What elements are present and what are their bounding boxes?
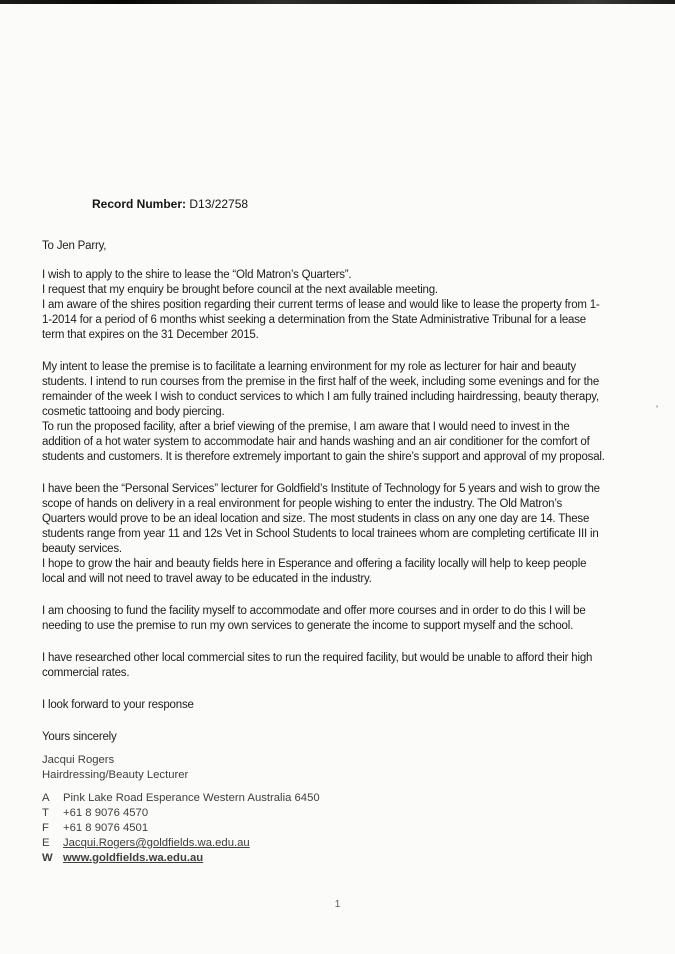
contact-value: +61 8 9076 4570 xyxy=(63,807,149,819)
paragraph xyxy=(42,651,652,681)
paragraph xyxy=(42,604,652,634)
contact-row xyxy=(42,851,320,866)
contact-value: +61 8 9076 4501 xyxy=(63,822,149,834)
contact-block xyxy=(42,791,320,866)
contact-link-text: www.goldfields.wa.edu.au xyxy=(63,852,204,864)
paragraph xyxy=(42,360,652,465)
page-number: 1 xyxy=(334,899,341,910)
scan-artifact-top-band xyxy=(0,0,675,4)
contact-row xyxy=(42,806,320,821)
text-line: addition of a hot water system to accommodate hair and hands washing and an air conditioner for the comfort of xyxy=(42,436,590,448)
paragraph xyxy=(42,698,652,713)
paragraph xyxy=(42,268,652,343)
contact-label: F xyxy=(42,822,49,834)
text-line: commercial rates. xyxy=(42,667,130,679)
text-line: 1-2014 for a period of 6 months whist seeking a determination from the State Administrative Tribunal for a lease xyxy=(42,314,586,326)
contact-label: A xyxy=(42,792,50,804)
paragraph xyxy=(42,730,652,745)
text-line: I look forward to your response xyxy=(42,699,194,711)
contact-row xyxy=(42,821,320,836)
salutation: To Jen Parry, xyxy=(42,240,107,252)
text-line: Yours sincerely xyxy=(42,731,117,743)
text-line: students and customers. It is therefore extremely important to gain the shire’s support and approval of my proposal. xyxy=(42,451,605,463)
contact-label: T xyxy=(42,807,49,819)
text-line: local and will not need to travel away to be educated in the industry. xyxy=(42,573,372,585)
contact-label: E xyxy=(42,837,50,849)
contact-link-text: Jacqui.Rogers@goldfields.wa.edu.au xyxy=(63,837,250,849)
signature-title: Hairdressing/Beauty Lecturer xyxy=(42,769,189,781)
text-line: I hope to grow the hair and beauty fields here in Esperance and offering a facility locally will help to keep people xyxy=(42,558,587,570)
record-number-line xyxy=(92,197,248,211)
letter-body xyxy=(42,268,652,762)
text-line: needing to use the premise to run my own services to generate the income to support myself and the school. xyxy=(42,620,574,632)
text-line: I am choosing to fund the facility myself to accommodate and offer more courses and in order to do this I will be xyxy=(42,605,586,617)
text-line: I have researched other local commercial sites to run the required facility, but would be unable to afford their high xyxy=(42,652,593,664)
scan-artifact-speck: ‘ xyxy=(656,404,659,415)
text-line: I have been the “Personal Services” lecturer for Goldfield’s Institute of Technology for 5 years and wish to grow the xyxy=(42,483,600,495)
text-line: beauty services. xyxy=(42,543,122,555)
text-line: cosmetic tattooing and body piercing. xyxy=(42,406,225,418)
text-line: My intent to lease the premise is to facilitate a learning environment for my role as lecturer for hair and beauty xyxy=(42,361,576,373)
text-line: students. I intend to run courses from the premise in the first half of the week, including some evenings and for the xyxy=(42,376,600,388)
text-line: Quarters would prove to be an ideal location and size. The most students in class on any one day are 14. These xyxy=(42,513,590,525)
text-line: scope of hands on delivery in a real environment for people wishing to enter the industry. The Old Matron’s xyxy=(42,498,563,510)
contact-label: W xyxy=(42,852,53,864)
contact-row xyxy=(42,836,320,851)
text-line: I request that my enquiry be brought before council at the next available meeting. xyxy=(42,284,438,296)
signature-block xyxy=(42,753,188,783)
contact-value: Pink Lake Road Esperance Western Australia 6450 xyxy=(63,792,320,804)
text-line: I wish to apply to the shire to lease the “Old Matron’s Quarters”. xyxy=(42,269,352,281)
text-line: remainder of the week I wish to conduct services to which I am fully trained including hairdressing, beauty therapy, xyxy=(42,391,599,403)
contact-row xyxy=(42,791,320,806)
text-line: term that expires on the 31 December 2015. xyxy=(42,329,259,341)
signature-name: Jacqui Rogers xyxy=(42,754,115,766)
record-number-value: D13/22758 xyxy=(189,197,249,211)
text-line: I am aware of the shires position regarding their current terms of lease and would like to lease the property from 1- xyxy=(42,299,600,311)
record-number-label: Record Number: xyxy=(92,197,187,211)
paragraph xyxy=(42,482,652,587)
text-line: students range from year 11 and 12s Vet in School Students to local trainees whom are completing certificate III in xyxy=(42,528,599,540)
text-line: To run the proposed facility, after a brief viewing of the premise, I am aware that I would need to invest in the xyxy=(42,421,570,433)
